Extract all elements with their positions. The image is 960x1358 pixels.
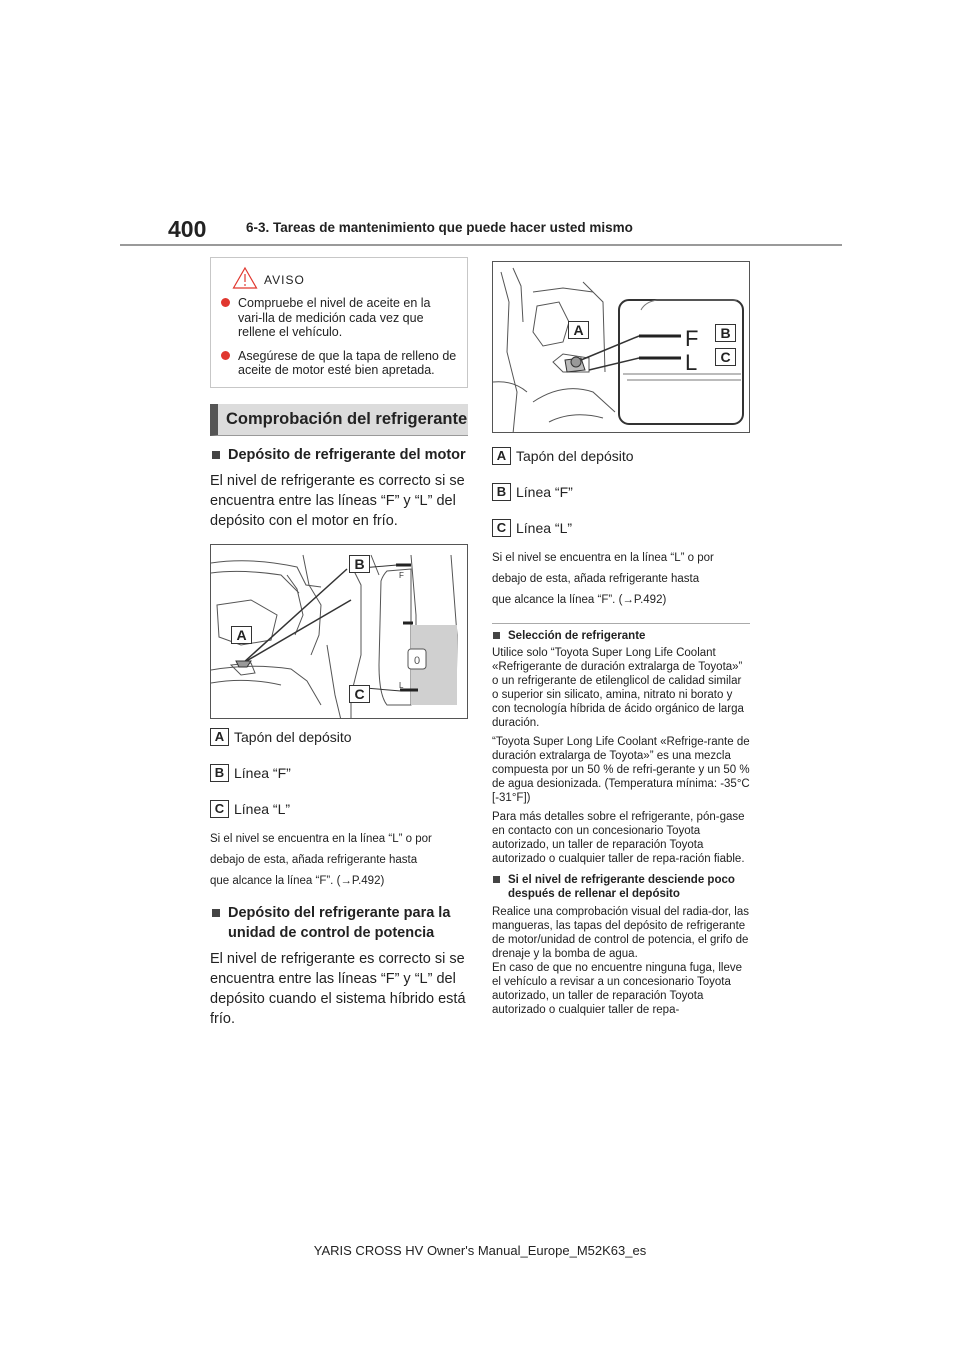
footer-text: YARIS CROSS HV Owner's Manual_Europe_M52K63_es — [313, 1243, 647, 1258]
legend-item — [492, 519, 750, 537]
bullet-dot-icon — [221, 351, 230, 360]
heading-text: Si el nivel de refrigerante desciende poco después de rellenar el depósito — [508, 874, 735, 900]
legend-key: C — [210, 800, 229, 818]
note-line: que alcance la línea “F”. (→P.492) — [210, 874, 385, 887]
warning-title: AVISO — [264, 273, 305, 287]
right-column — [492, 261, 750, 1017]
svg-text:0: 0 — [414, 654, 421, 667]
note-line: Si el nivel se encuentra en la línea “L” o por — [210, 832, 432, 845]
level-drop-paragraph: En caso de que no encuentre ninguna fuga, lleve el vehículo a revisar a un concesionario Toyota autorizado, un taller de reparación Toyota autorizado o cualquier taller de repa- — [492, 962, 742, 1016]
f-level-mark: F — [685, 326, 699, 351]
coolant-section-heading: Comprobación del refrigerante — [210, 404, 468, 436]
warning-item — [220, 349, 458, 378]
label-a: A — [231, 626, 252, 644]
note-line: debajo de esta, añada refrigerante hasta — [210, 853, 418, 866]
header-rule — [120, 244, 842, 246]
legend-key: C — [492, 519, 511, 537]
square-bullet-icon — [493, 632, 500, 639]
warning-item — [220, 296, 458, 340]
selection-paragraph: “Toyota Super Long Life Coolant «Refrige-rante de duración extralarga de Toyota»” es una mezcla compuesta por un 50 % de refri-gerante y un 50 % de agua desionizada. (Temperatura mínima: -35°C [-31°F]) — [492, 736, 750, 804]
square-bullet-icon — [493, 876, 500, 883]
legend-item — [210, 800, 468, 818]
divider — [492, 623, 750, 624]
heading-text: Depósito de refrigerante del motor — [228, 446, 466, 463]
note-line: que alcance la línea “F”. (→P.492) — [492, 594, 667, 606]
heading-text: Selección de refrigerante — [508, 630, 646, 642]
pcu-reservoir-heading — [210, 903, 468, 943]
engine-reservoir-heading — [210, 445, 468, 465]
legend-text: Tapón del depósito — [234, 728, 352, 745]
square-bullet-icon — [212, 909, 220, 917]
level-drop-paragraph: Realice una comprobación visual del radia-dor, las mangueras, las tapas del depósito de refrigerante de motor/unidad de control de potencia, el grifo de drenaje y la bomba de agua. — [492, 906, 749, 960]
warning-box — [210, 257, 468, 388]
label-c: C — [715, 348, 736, 366]
pcu-reservoir-figure — [492, 261, 750, 433]
legend-key: B — [210, 764, 229, 782]
label-a: A — [568, 321, 589, 339]
bullet-dot-icon — [221, 298, 230, 307]
pcu-reservoir-text: El nivel de refrigerante es correcto si se encuentra entre las líneas “F” y “L” del depósito cuando el sistema híbrido está frío. — [210, 950, 466, 1027]
warning-header — [220, 266, 458, 296]
engine-reservoir-figure — [210, 544, 468, 719]
label-c: C — [349, 685, 370, 703]
engine-reservoir-text: El nivel de refrigerante es correcto si se encuentra entre las líneas “F” y “L” del depósito con el motor en frío. — [210, 472, 465, 529]
legend-text: Línea “L” — [234, 800, 291, 817]
pcu-reservoir-illustration — [493, 262, 750, 433]
note-line: debajo de esta, añada refrigerante hasta — [492, 573, 700, 585]
selection-paragraph: Utilice solo “Toyota Super Long Life Coolant «Refrigerante de duración extralarga de Toyota»” o un refrigerante de etilenglicol de calidad similar o superior sin silicato, amina, nitrato ni borato y con tecnología híbrida de ácido orgánico de larga duración. — [492, 647, 744, 729]
page-number: 400 — [168, 216, 207, 242]
l-level-mark: L — [685, 350, 698, 375]
legend-key: B — [492, 483, 511, 501]
square-bullet-icon — [212, 451, 220, 459]
note-line: Si el nivel se encuentra en la línea “L” o por — [492, 552, 714, 564]
legend-text: Tapón del depósito — [516, 448, 634, 464]
heading-text: Depósito del refrigerante para la unidad de control de potencia — [228, 904, 451, 941]
legend-item — [210, 764, 468, 782]
warning-item-text: Asegúrese de que la tapa de relleno de aceite de motor esté bien apretada. — [238, 348, 457, 377]
legend-key: A — [492, 447, 511, 465]
pcu-level-note — [492, 548, 750, 611]
selection-paragraph: Para más detalles sobre el refrigerante, pón-gase en contacto con un concesionario Toyota autorizado, un taller de reparación Toyota autorizado o cualquier taller de repa-ración fiable. — [492, 811, 745, 865]
left-column — [210, 257, 468, 1029]
engine-level-note — [210, 829, 468, 892]
warning-item-text: Compruebe el nivel de aceite en la vari-lla de medición cada vez que rellene el vehículo. — [238, 296, 431, 339]
l-level-mark: L — [399, 680, 404, 690]
section-title: 6-3. Tareas de mantenimiento que puede hacer usted mismo — [246, 220, 633, 235]
selection-heading — [492, 629, 750, 643]
legend-text: Línea “L” — [516, 520, 573, 536]
legend-text: Línea “F” — [516, 484, 573, 500]
level-drop-heading — [492, 873, 750, 901]
legend-item — [492, 483, 750, 501]
f-level-mark: F — [399, 570, 404, 580]
legend-item — [210, 728, 468, 746]
legend-key: A — [210, 728, 229, 746]
legend-text: Línea “F” — [234, 764, 291, 781]
legend-item — [492, 447, 750, 465]
label-b: B — [715, 324, 736, 342]
label-b: B — [349, 555, 370, 573]
warning-triangle-icon — [232, 266, 258, 290]
